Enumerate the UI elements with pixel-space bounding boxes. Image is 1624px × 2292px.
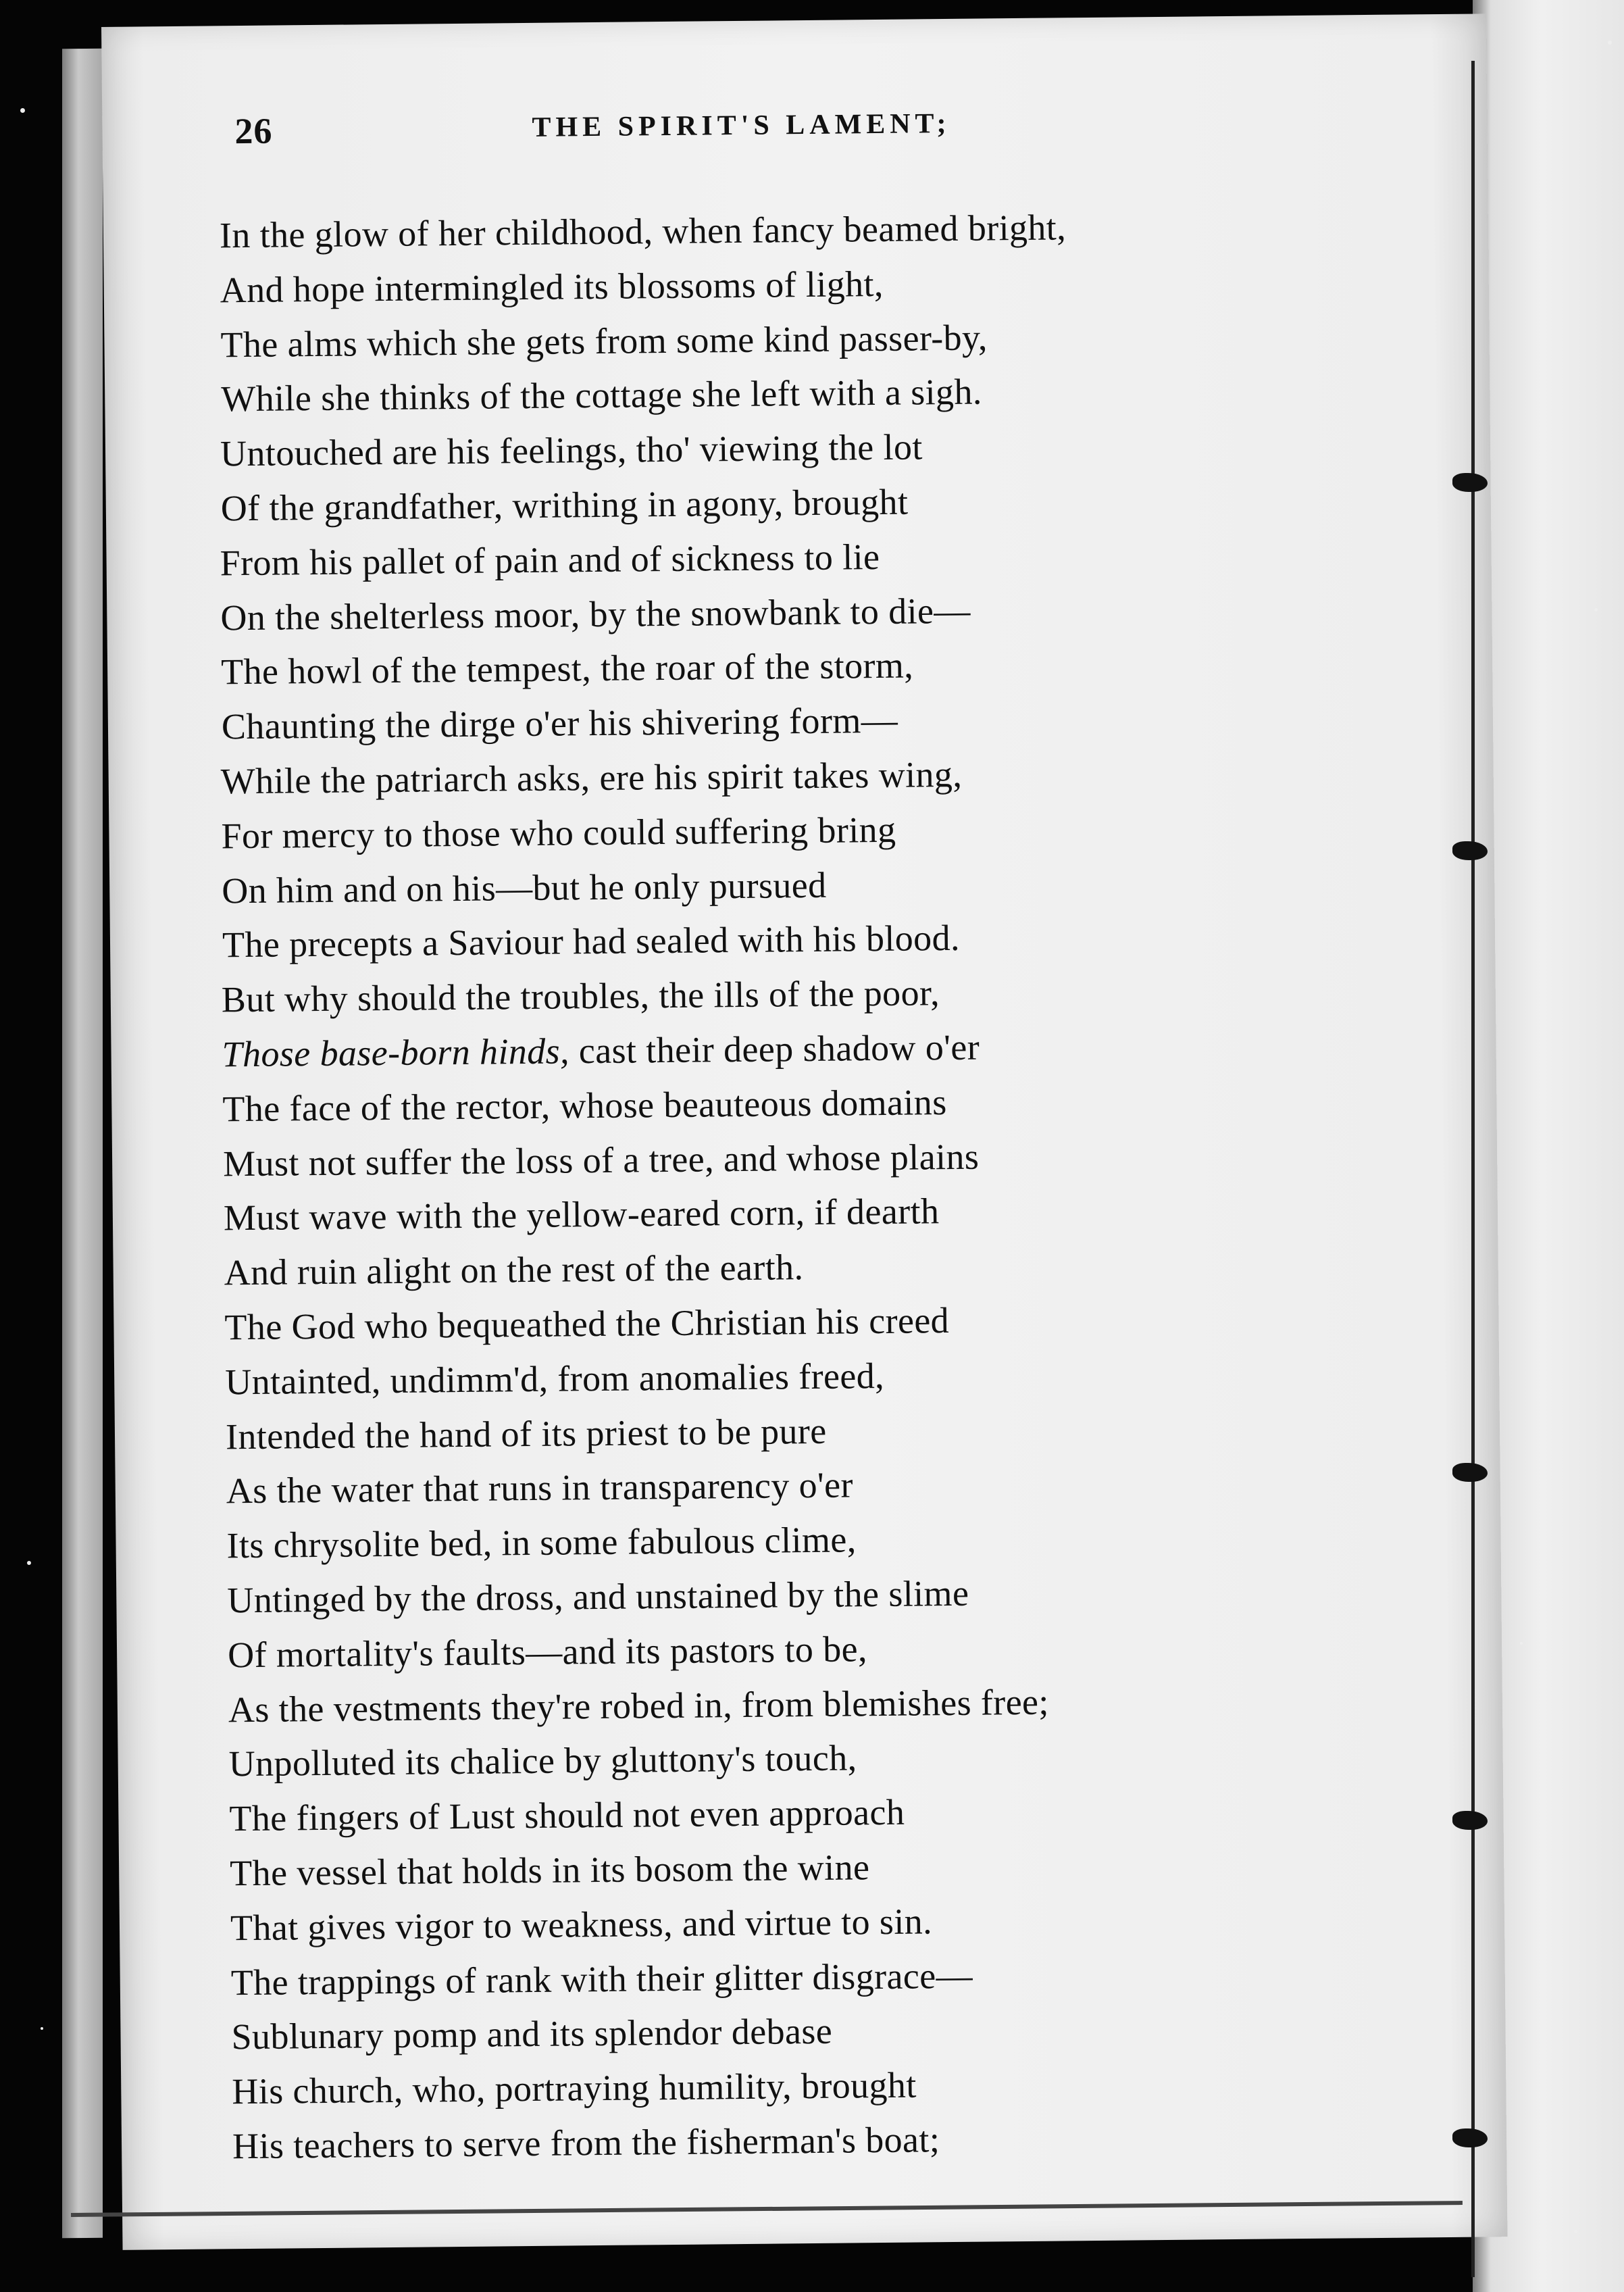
poem-line: In the glow of her childhood, when fancy beamed bright, <box>219 207 1067 256</box>
poem-line: The alms which she gets from some kind passer-by, <box>220 317 988 365</box>
poem-line: On him and on his—but he only pursued <box>222 864 827 911</box>
poem-line: Must not suffer the loss of a tree, and whose plains <box>222 1136 980 1184</box>
poem-line: The God who bequeathed the Christian his creed <box>224 1299 950 1348</box>
poem-line: Intended the hand of its priest to be pure <box>225 1410 827 1457</box>
poem-line: Must wave with the yellow-eared corn, if dearth <box>223 1191 940 1239</box>
poem-line: The vessel that holds in its bosom the wine <box>229 1847 870 1894</box>
dust-speck <box>41 2027 43 2030</box>
poem-line: Untinged by the dross, and unstained by the slime <box>227 1572 969 1621</box>
poem-line: While she thinks of the cottage she left with a sigh. <box>221 371 982 420</box>
poem-line: That gives vigor to weakness, and virtue to sin. <box>230 1901 933 1949</box>
poem-line: As the water that runs in transparency o'er <box>226 1464 854 1512</box>
poem-line: The howl of the tempest, the roar of the storm, <box>220 645 914 693</box>
poem-line: The trappings of rank with their glitter disgrace— <box>230 1955 973 2003</box>
poem-line: The face of the rector, whose beauteous domains <box>222 1081 947 1130</box>
dust-speck <box>27 1561 31 1565</box>
dust-speck <box>1608 41 1612 45</box>
dust-speck <box>1520 1642 1523 1645</box>
poem-line: Of mortality's faults—and its pastors to be, <box>227 1628 868 1676</box>
dust-speck <box>20 108 25 113</box>
page-number: 26 <box>234 110 273 152</box>
poem-line: Untouched are his feelings, tho' viewing the lot <box>220 426 923 474</box>
poem-line-italic-phrase: Those base-born hinds, <box>222 1030 570 1075</box>
poem-line: Its chrysolite bed, in some fabulous clime, <box>226 1519 857 1566</box>
poem-line: His teachers to serve from the fisherman's boat; <box>232 2119 940 2167</box>
poem-line: Untainted, undimm'd, from anomalies freed, <box>224 1355 885 1403</box>
poem-line: On the shelterless moor, by the snowbank to die— <box>220 590 971 638</box>
poem-line: And hope intermingled its blossoms of light, <box>220 263 884 311</box>
dust-speck <box>1574 2230 1577 2233</box>
poem-line: Unpolluted its chalice by gluttony's touch, <box>228 1737 857 1785</box>
poem-line: While the patriarch asks, ere his spirit takes wing, <box>220 753 963 802</box>
poem-line: From his pallet of pain and of sickness to lie <box>220 536 880 584</box>
poem-line-rest: cast their deep shadow o'er <box>569 1026 980 1072</box>
dust-speck <box>1594 608 1598 612</box>
running-head: THE SPIRIT'S LAMENT; <box>532 107 951 143</box>
poem-line: Chaunting the dirge o'er his shivering form— <box>221 699 898 747</box>
poem-line: As the vestments they're robed in, from blemishes free; <box>228 1681 1050 1730</box>
poem-line: And ruin alight on the rest of the earth. <box>224 1247 804 1293</box>
poem-line: The precepts a Saviour had sealed with his blood. <box>222 918 961 966</box>
poem-text <box>214 197 1449 2174</box>
poem-line: Of the grandfather, writhing in agony, brought <box>220 481 909 529</box>
page-header <box>234 99 1424 164</box>
poem-line: Sublunary pomp and its splendor debase <box>231 2011 833 2058</box>
poem-line: For mercy to those who could suffering bring <box>221 809 896 857</box>
poem-line: But why should the troubles, the ills of the poor, <box>221 972 940 1020</box>
poem-line: His church, who, portraying humility, brought <box>232 2064 917 2112</box>
poem-line: The fingers of Lust should not even approach <box>229 1791 905 1839</box>
